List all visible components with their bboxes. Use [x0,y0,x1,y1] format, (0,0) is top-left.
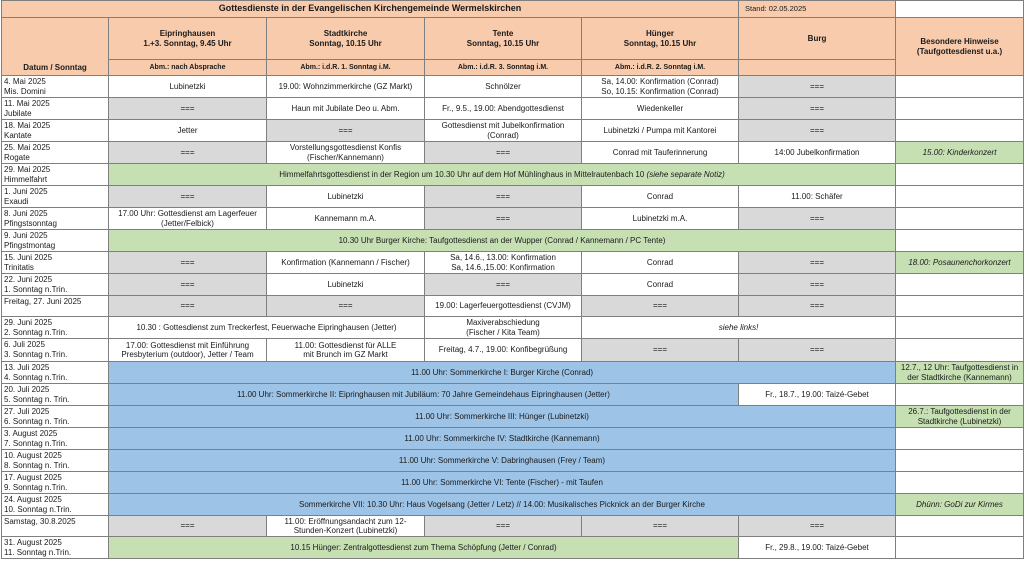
service-cell: === [425,186,582,208]
service-cell: Wiedenkeller [582,98,739,120]
service-cell: 10.15 Hünger: Zentralgottesdienst zum Thema Schöpfung (Jetter / Conrad) [109,537,739,559]
merged-service-cell: Sommerkirche VII: 10.30 Uhr: Haus Vogelsang (Jetter / Letz) // 14.00: Musikalisches Picknick an der Burger Kirche [109,494,896,516]
service-cell: 17.00 Uhr: Gottesdienst am Lagerfeuer (Jetter/Felbick) [109,208,267,230]
note-cell [896,428,1024,450]
service-cell: === [425,208,582,230]
service-cell: === [425,142,582,164]
merged-service-cell: 11.00 Uhr: Sommerkirche III: Hünger (Lubinetzki) [109,406,896,428]
row-date: 17. August 2025 9. Sonntag n.Trin. [2,472,109,494]
service-cell: Lubinetzki [267,186,425,208]
table-row [2,98,1024,120]
row-date: 31. August 2025 11. Sonntag n.Trin. [2,537,109,559]
merged-service-cell: 10.30 Uhr Burger Kirche: Taufgottesdienst an der Wupper (Conrad / Kannemann / PC Tente) [109,230,896,252]
table-row [2,384,1024,406]
service-cell: === [582,296,739,317]
service-cell: === [109,516,267,537]
note-cell [896,450,1024,472]
service-cell: === [109,98,267,120]
merged-service-cell: 11.00 Uhr: Sommerkirche I: Burger Kirche (Conrad) [109,362,896,384]
row-date: 4. Mai 2025 Mis. Domini [2,76,109,98]
note-cell: 18.00: Posaunenchorkonzert [896,252,1024,274]
merged-service-cell: Himmelfahrtsgottesdienst in der Region um 10.30 Uhr auf dem Hof Mühlinghaus in Mittelrautenbach 10 (siehe separate Notiz) [109,164,896,186]
note-cell [896,537,1024,559]
service-cell: === [267,296,425,317]
service-cell: Jetter [109,120,267,142]
merged-service-cell: 11.00 Uhr: Sommerkirche IV: Stadtkirche (Kannemann) [109,428,896,450]
service-cell: === [582,339,739,362]
service-cell: 19.00: Wohnzimmerkirche (GZ Markt) [267,76,425,98]
row-date: 27. Juli 2025 6. Sonntag n. Trin. [2,406,109,428]
row-date: 1. Juni 2025 Exaudi [2,186,109,208]
column-header-burg: Burg [739,18,896,60]
note-cell [896,186,1024,208]
service-cell: Maxiverabschiedung (Fischer / Kita Team) [425,317,582,339]
service-cell: Sa, 14.6., 13.00: Konfirmation Sa, 14.6.,15.00: Konfirmation [425,252,582,274]
note-cell: 12.7., 12 Uhr: Taufgottesdienst in der Stadtkirche (Kannemann) [896,362,1024,384]
service-cell: 14:00 Jubelkonfirmation [739,142,896,164]
service-cell: siehe links! [582,317,896,339]
note-cell [896,339,1024,362]
service-cell: Conrad mit Tauferinnerung [582,142,739,164]
service-cell: === [739,252,896,274]
service-cell: Conrad [582,274,739,296]
note-cell [896,76,1024,98]
note-cell [896,296,1024,317]
service-cell: Vorstellungsgottesdienst Konfis (Fischer/Kannemann) [267,142,425,164]
row-date: 6. Juli 2025 3. Sonntag n.Trin. [2,339,109,362]
service-cell: === [739,274,896,296]
row-date: 18. Mai 2025 Kantate [2,120,109,142]
table-row [2,317,1024,339]
service-cell: Lubinetzki [109,76,267,98]
table-row [2,252,1024,274]
row-date: 9. Juni 2025 Pfingstmontag [2,230,109,252]
table-row [2,208,1024,230]
schedule-table [1,0,1024,559]
service-cell: 17.00: Gottesdienst mit Einführung Presbyterium (outdoor), Jetter / Team [109,339,267,362]
note-cell [896,472,1024,494]
table-row [2,537,1024,559]
table-row [2,406,1024,428]
service-cell: Lubinetzki [267,274,425,296]
note-cell [896,98,1024,120]
service-cell: 10.30 : Gottesdienst zum Treckerfest, Feuerwache Eipringhausen (Jetter) [109,317,425,339]
service-cell: === [109,252,267,274]
table-row [2,339,1024,362]
table-row [2,76,1024,98]
date-column-header: Datum / Sonntag [2,18,109,76]
service-cell: 11.00: Schäfer [739,186,896,208]
column-header-stadtkirche: Stadtkirche Sonntag, 10.15 Uhr [267,18,425,60]
note-cell [896,384,1024,406]
row-date: 29. Mai 2025 Himmelfahrt [2,164,109,186]
row-date: Freitag, 27. Juni 2025 [2,296,109,317]
row-date: 13. Juli 2025 4. Sonntag n.Trin. [2,362,109,384]
service-cell: Haun mit Jubilate Deo u. Abm. [267,98,425,120]
service-cell: === [739,516,896,537]
row-date: 10. August 2025 8. Sonntag n. Trin. [2,450,109,472]
service-cell: === [582,516,739,537]
service-cell: 11.00: Gottesdienst für ALLE mit Brunch im GZ Markt [267,339,425,362]
table-row [2,296,1024,317]
service-cell: === [739,76,896,98]
merged-service-cell: 11.00 Uhr: Sommerkirche VI: Tente (Fischer) - mit Taufen [109,472,896,494]
service-cell: === [739,120,896,142]
service-cell: Conrad [582,252,739,274]
column-subheader [739,60,896,76]
table-row [2,142,1024,164]
column-subheader: Abm.: i.d.R. 3. Sonntag i.M. [425,60,582,76]
column-subheader: Abm.: i.d.R. 1. Sonntag i.M. [267,60,425,76]
service-cell: === [739,208,896,230]
table-row [2,450,1024,472]
note-cell [896,317,1024,339]
note-cell: 15.00: Kinderkonzert [896,142,1024,164]
service-cell: Conrad [582,186,739,208]
column-header-besondere-hinweise: Besondere Hinweise (Taufgottesdienst u.a.) [896,18,1024,76]
service-cell: === [739,296,896,317]
note-cell: 26.7.: Taufgottesdienst in der Stadtkirche (Lubinetzki) [896,406,1024,428]
row-date: 24. August 2025 10. Sonntag n.Trin. [2,494,109,516]
table-row [2,186,1024,208]
note-cell [896,230,1024,252]
merged-service-cell: 11.00 Uhr: Sommerkirche V: Dabringhausen (Frey / Team) [109,450,896,472]
service-cell: Sa, 14.00: Konfirmation (Conrad) So, 10.15: Konfirmation (Conrad) [582,76,739,98]
service-cell: Kannemann m.A. [267,208,425,230]
note-cell [896,208,1024,230]
service-cell: 11.00: Eröffnungsandacht zum 12- Stunden-Konzert (Lubinetzki) [267,516,425,537]
service-cell: Freitag, 4.7., 19.00: Konfibegrüßung [425,339,582,362]
table-row [2,494,1024,516]
service-cell: === [109,274,267,296]
column-subheader: Abm.: nach Absprache [109,60,267,76]
note-cell [896,120,1024,142]
service-cell: === [109,142,267,164]
table-row [2,428,1024,450]
row-date: 25. Mai 2025 Rogate [2,142,109,164]
service-cell: === [425,274,582,296]
note-cell [896,274,1024,296]
table-row [2,230,1024,252]
row-date: 3. August 2025 7. Sonntag n.Trin. [2,428,109,450]
row-date: 29. Juni 2025 2. Sonntag n.Trin. [2,317,109,339]
service-cell: === [267,120,425,142]
service-cell: Lubinetzki / Pumpa mit Kantorei [582,120,739,142]
service-cell: 11.00 Uhr: Sommerkirche II: Eipringhausen mit Jubiläum: 70 Jahre Gemeindehaus Eipringhausen (Jetter) [109,384,739,406]
service-cell: === [739,339,896,362]
row-date: 20. Juli 2025 5. Sonntag n. Trin. [2,384,109,406]
service-cell: Fr., 29.8., 19.00: Taizé-Gebet [739,537,896,559]
table-row [2,516,1024,537]
column-header-huenger: Hünger Sonntag, 10.15 Uhr [582,18,739,60]
service-cell: Fr., 18.7., 19.00: Taizé-Gebet [739,384,896,406]
stand-date: Stand: 02.05.2025 [739,1,896,18]
table-row [2,164,1024,186]
table-row [2,472,1024,494]
service-cell: === [109,186,267,208]
column-header-tente: Tente Sonntag, 10.15 Uhr [425,18,582,60]
service-cell: Fr., 9.5., 19.00: Abendgottesdienst [425,98,582,120]
service-cell: Konfirmation (Kannemann / Fischer) [267,252,425,274]
column-header-eipringhausen: Eipringhausen 1.+3. Sonntag, 9.45 Uhr [109,18,267,60]
service-cell: 19.00: Lagerfeuergottesdienst (CVJM) [425,296,582,317]
page-title: Gottesdienste in der Evangelischen Kirchengemeinde Wermelskirchen [2,1,739,18]
service-cell: === [739,98,896,120]
row-date: 8. Juni 2025 Pfingstsonntag [2,208,109,230]
service-cell: === [425,516,582,537]
service-cell: === [109,296,267,317]
table-row [2,120,1024,142]
table-row [2,362,1024,384]
service-cell: Lubinetzki m.A. [582,208,739,230]
table-row [2,274,1024,296]
row-date: 11. Mai 2025 Jubilate [2,98,109,120]
row-date: 15. Juni 2025 Trinitatis [2,252,109,274]
row-date: 22. Juni 2025 1. Sonntag n.Trin. [2,274,109,296]
service-cell: Gottesdienst mit Jubelkonfirmation (Conrad) [425,120,582,142]
service-cell: Schnölzer [425,76,582,98]
note-cell [896,516,1024,537]
note-cell [896,164,1024,186]
column-subheader: Abm.: i.d.R. 2. Sonntag i.M. [582,60,739,76]
row-date: Samstag, 30.8.2025 [2,516,109,537]
note-cell: Dhünn: GoDi zur Kirmes [896,494,1024,516]
